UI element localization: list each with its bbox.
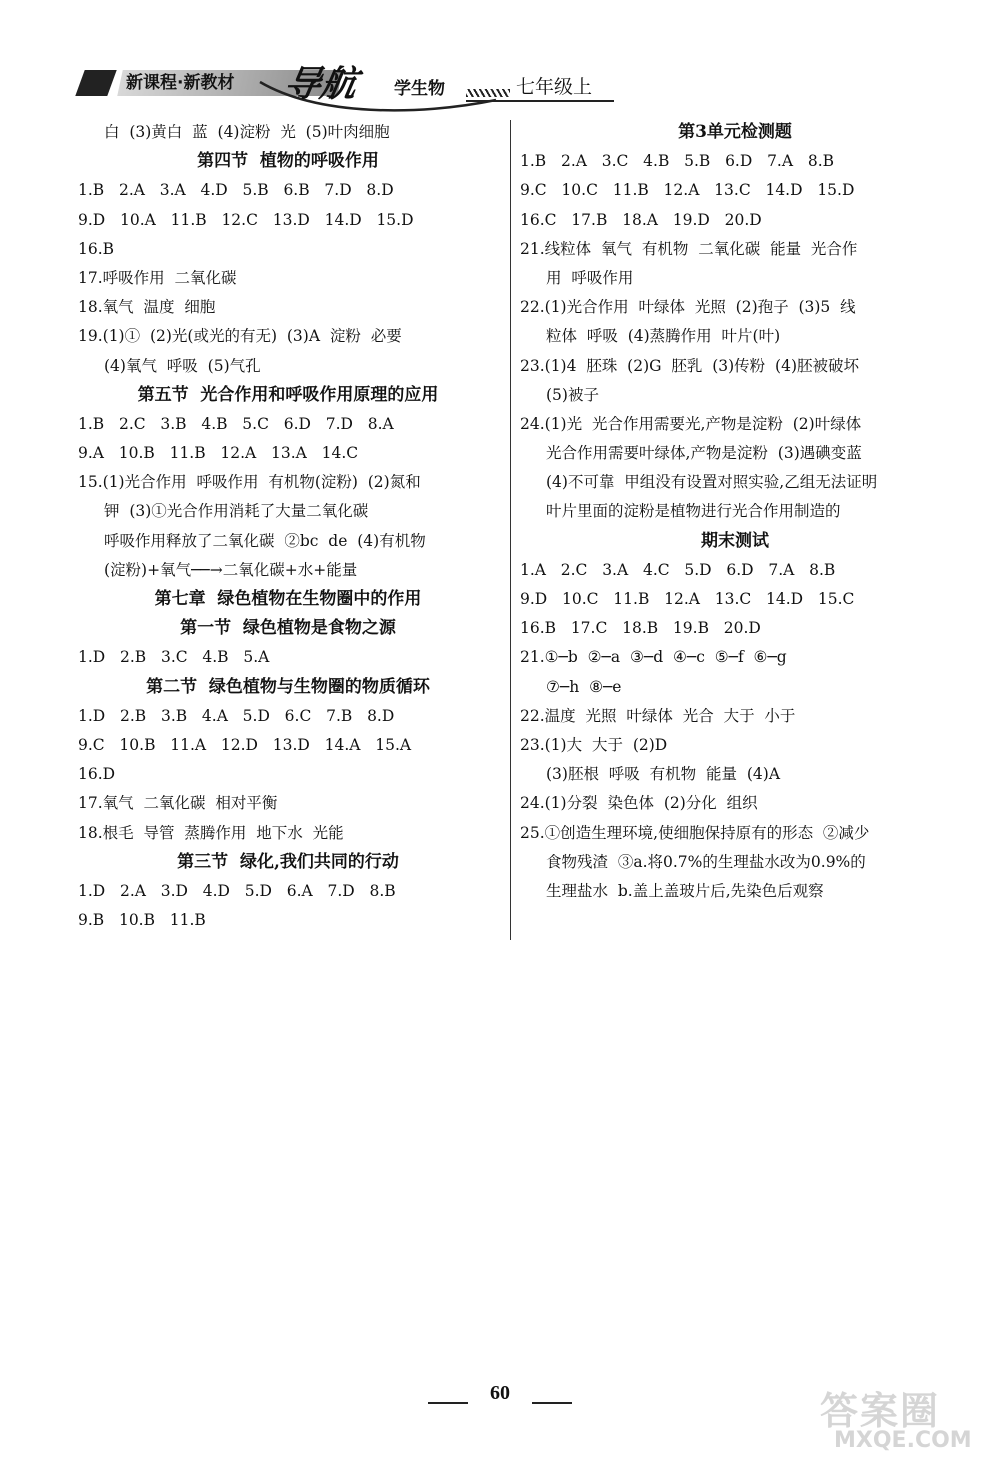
answer-line: 粒体 呼吸 (4)蒸腾作用 叶片(叶) — [546, 327, 781, 346]
right-column — [520, 118, 950, 906]
section-heading: 期末测试 — [701, 530, 769, 551]
answer-line: 19.(1)① (2)光(或光的有无) (3)A 淀粉 必要 — [78, 327, 402, 346]
section-heading: 第四节 植物的呼吸作用 — [197, 151, 379, 172]
answer-line: 23.(1)4 胚珠 (2)G 胚乳 (3)传粉 (4)胚被破坏 — [520, 356, 859, 375]
left-column — [78, 118, 498, 935]
answer-line: 18.根毛 导管 蒸腾作用 地下水 光能 — [78, 823, 344, 842]
answer-line: ⑦─h ⑧─e — [546, 677, 622, 696]
watermark-logo: 答案圈 — [820, 1389, 941, 1433]
section-heading: 第3单元检测题 — [678, 122, 792, 142]
page-footer — [420, 1382, 580, 1412]
answer-line: 23.(1)大 大于 (2)D — [520, 735, 668, 754]
answer-line: (4)不可靠 甲组没有设置对照实验,乙组无法证明 — [546, 473, 878, 492]
header-stripes — [466, 89, 510, 97]
answer-line: 用 呼吸作用 — [546, 268, 634, 287]
answer-line: 16.C 17.B 18.A 19.D 20.D — [520, 210, 762, 229]
header-underline — [466, 100, 614, 102]
header-decor-block — [75, 70, 116, 96]
answer-line: 食物残渣 ③a.将0.7%的生理盐水改为0.9%的 — [546, 852, 866, 871]
answer-line: 25.①创造生理环境,使细胞保持原有的形态 ②减少 — [520, 823, 870, 842]
answer-line: 16.B — [78, 239, 115, 258]
page-number: 60 — [490, 1382, 510, 1404]
answer-line: 21.线粒体 氧气 有机物 二氧化碳 能量 光合作 — [520, 239, 858, 258]
answer-line: 18.氧气 温度 细胞 — [78, 298, 216, 317]
answer-line: 17.呼吸作用 二氧化碳 — [78, 268, 237, 287]
series-title: 新课程·新教材 — [126, 73, 235, 93]
answer-line: 9.D 10.A 11.B 12.C 13.D 14.D 15.D — [78, 210, 414, 229]
section-heading: 第五节 光合作用和呼吸作用原理的应用 — [137, 384, 439, 405]
answer-line: 1.A 2.C 3.A 4.C 5.D 6.D 7.A 8.B — [520, 560, 836, 579]
section-heading: 第一节 绿色植物是食物之源 — [180, 618, 396, 639]
answer-line: 1.D 2.B 3.C 4.B 5.A — [78, 648, 270, 667]
answer-line: 15.(1)光合作用 呼吸作用 有机物(淀粉) (2)氮和 — [78, 473, 421, 492]
answer-line: 1.B 2.C 3.B 4.B 5.C 6.D 7.D 8.A — [78, 414, 394, 433]
answer-line: 9.C 10.C 11.B 12.A 13.C 14.D 15.D — [520, 181, 855, 200]
answer-line: 叶片里面的淀粉是植物进行光合作用制造的 — [546, 502, 841, 521]
footer-decor-right — [532, 1396, 572, 1404]
watermark — [820, 1380, 990, 1460]
answer-line: 1.B 2.A 3.A 4.D 5.B 6.B 7.D 8.D — [78, 181, 394, 200]
answer-line: 21.①─b ②─a ③─d ④─c ⑤─f ⑥─g — [520, 648, 787, 667]
answer-line: 17.氧气 二氧化碳 相对平衡 — [78, 794, 278, 813]
answer-line: (5)被子 — [546, 385, 599, 404]
grade-label: 七年级上 — [516, 76, 593, 98]
answer-line: 16.B 17.C 18.B 19.B 20.D — [520, 619, 761, 638]
section-heading: 第二节 绿色植物与生物圈的物质循环 — [146, 676, 430, 697]
answer-line: 钾 (3)①光合作用消耗了大量二氧化碳 — [104, 502, 369, 521]
section-heading: 第三节 绿化,我们共同的行动 — [177, 851, 399, 872]
answer-line: 光合作用需要叶绿体,产物是淀粉 (3)遇碘变蓝 — [546, 444, 862, 463]
column-divider — [510, 120, 511, 940]
header-banner — [80, 56, 620, 106]
answer-line: 1.B 2.A 3.C 4.B 5.B 6.D 7.A 8.B — [520, 152, 835, 171]
answer-line: 24.(1)光 光合作用需要光,产物是淀粉 (2)叶绿体 — [520, 414, 862, 433]
answer-line: 9.B 10.B 11.B — [78, 911, 206, 930]
answer-line: 16.D — [78, 765, 116, 784]
answer-line: 9.D 10.C 11.B 12.A 13.C 14.D 15.C — [520, 590, 855, 608]
answer-line: 9.A 10.B 11.B 12.A 13.A 14.C — [78, 444, 359, 463]
answer-line: 呼吸作用释放了二氧化碳 ②bc de (4)有机物 — [104, 531, 426, 550]
answer-line: 9.C 10.B 11.A 12.D 13.D 14.A 15.A — [78, 735, 412, 754]
watermark-url: MXQE.COM — [834, 1428, 972, 1453]
section-heading: 第七章 绿色植物在生物圈中的作用 — [154, 589, 422, 609]
answer-line: 22.温度 光照 叶绿体 光合 大于 小于 — [520, 706, 796, 725]
answer-line: (淀粉)+氧气──→二氧化碳+水+能量 — [104, 560, 358, 579]
answer-line: 24.(1)分裂 染色体 (2)分化 组织 — [520, 794, 758, 813]
answer-line: (4)氧气 呼吸 (5)气孔 — [104, 356, 261, 375]
answer-line: 1.D 2.A 3.D 4.D 5.D 6.A 7.D 8.B — [78, 881, 396, 900]
answer-line: 22.(1)光合作用 叶绿体 光照 (2)孢子 (3)5 线 — [520, 298, 856, 317]
answer-line: 白 (3)黄白 蓝 (4)淀粉 光 (5)叶肉细胞 — [104, 123, 390, 141]
answer-line: (3)胚根 呼吸 有机物 能量 (4)A — [546, 765, 781, 784]
logo-text: 导航 — [280, 63, 361, 105]
answer-line: 1.D 2.B 3.B 4.A 5.D 6.C 7.B 8.D — [78, 706, 395, 725]
answer-line: 生理盐水 b.盖上盖玻片后,先染色后观察 — [546, 881, 824, 900]
subject-title: 学生物 — [394, 79, 445, 99]
